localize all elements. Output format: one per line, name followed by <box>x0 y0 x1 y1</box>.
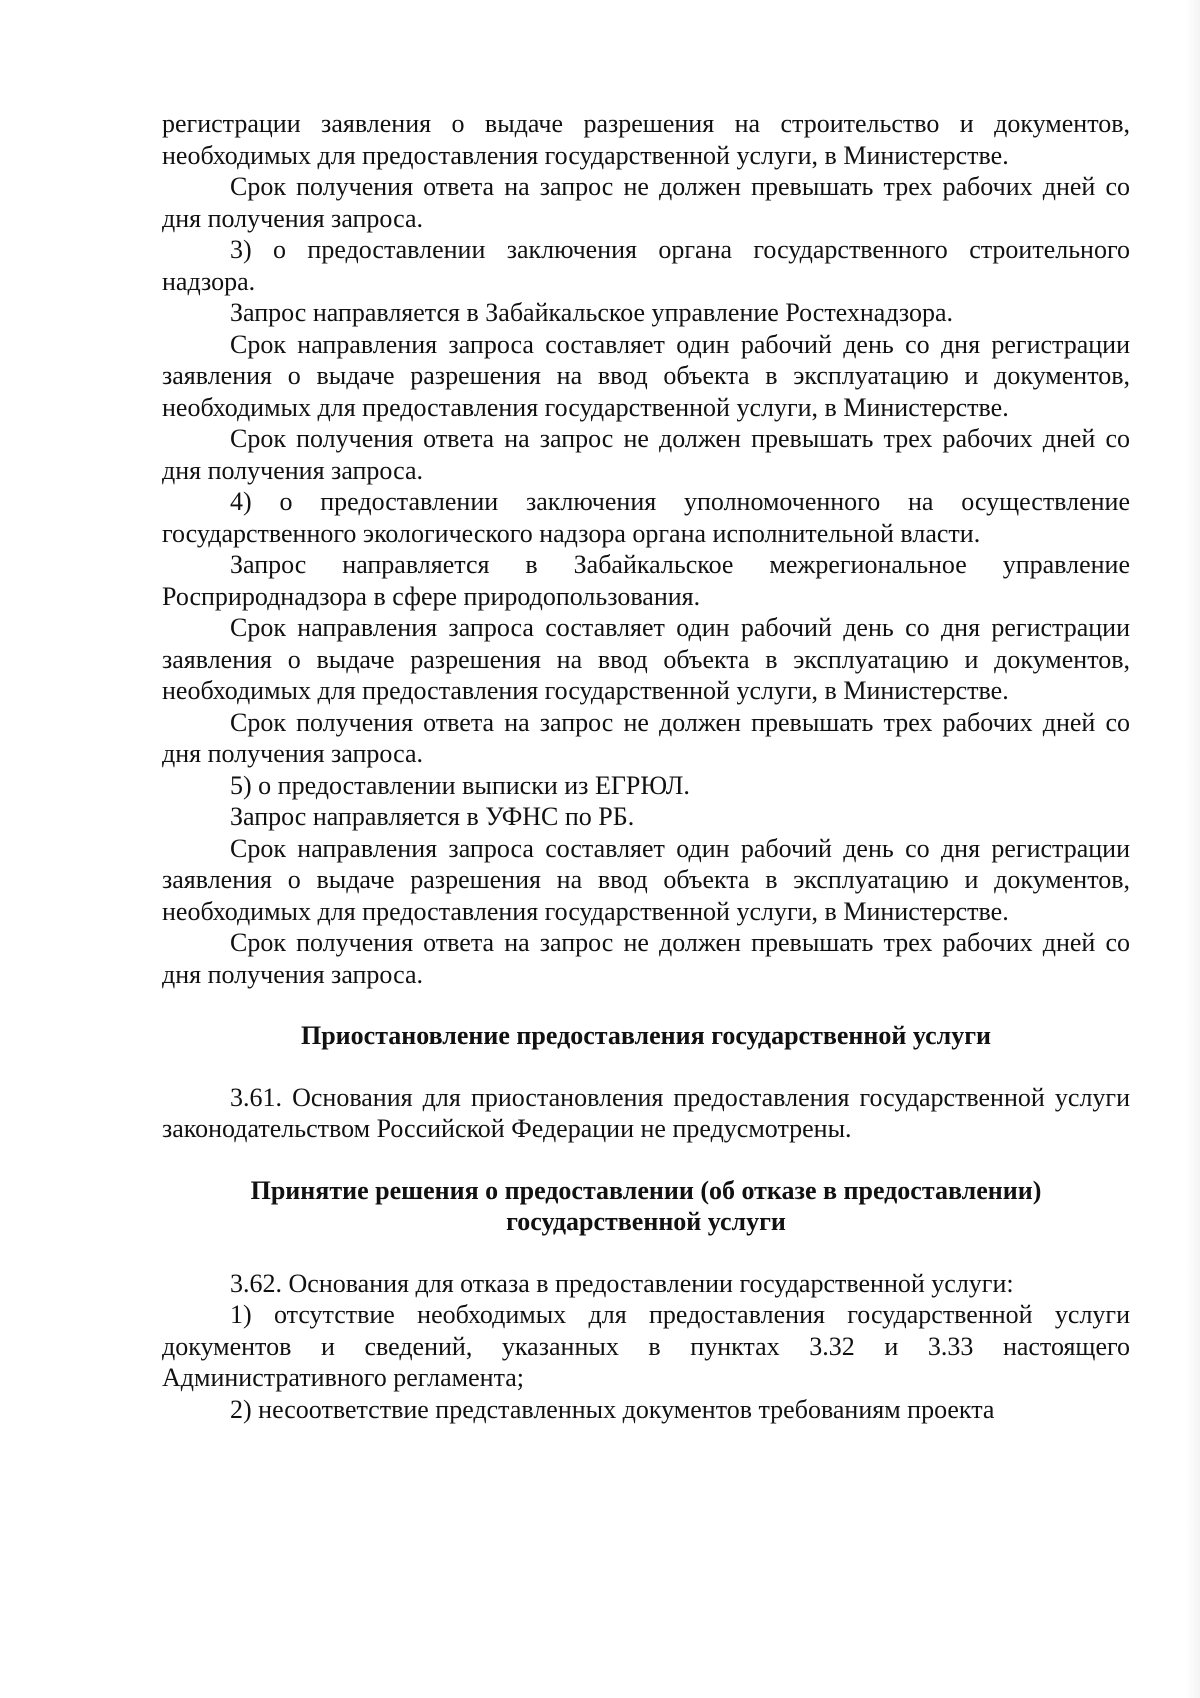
paragraph: Запрос направляется в УФНС по РБ. <box>230 802 635 831</box>
section-heading-decision-line2: государственной услуги <box>506 1207 786 1236</box>
paragraph: Срок направления запроса составляет один рабочий день со дня регистрации заявления о выдаче разрешения на ввод объекта в эксплуатацию и документов, необходимых для предоставления государственной услуги, в Министерстве. <box>162 329 1130 422</box>
section-heading-decision <box>162 1175 1130 1238</box>
paragraph: Срок получения ответа на запрос не должен превышать трех рабочих дней со дня получения запроса. <box>162 928 1130 989</box>
paragraph: Срок получения ответа на запрос не должен превышать трех рабочих дней со дня получения запроса. <box>162 424 1130 485</box>
paragraph: Срок направления запроса составляет один рабочий день со дня регистрации заявления о выдаче разрешения на ввод объекта в эксплуатацию и документов, необходимых для предоставления государственной услуги, в Министерстве. <box>162 613 1130 705</box>
paragraph-3-61: 3.61. Основания для приостановления предоставления государственной услуги законодательством Российской Федерации не предусмотрены. <box>162 1082 1130 1143</box>
paragraph: 4) о предоставлении заключения уполномоченного на осуществление государственного экологического надзора органа исполнительной власти. <box>162 487 1130 548</box>
paragraph: Срок получения ответа на запрос не должен превышать трех рабочих дней со дня получения запроса. <box>162 707 1130 768</box>
paragraph: Срок получения ответа на запрос не должен превышать трех рабочих дней со дня получения запроса. <box>162 172 1130 233</box>
section-heading-suspension: Приостановление предоставления государственной услуги <box>300 1021 991 1050</box>
paragraph: 3) о предоставлении заключения органа государственного строительного надзора. <box>162 235 1130 296</box>
paragraph: Запрос направляется в Забайкальское межрегиональное управление Росприроднадзора в сфере природопользования. <box>162 550 1130 611</box>
paragraph: Срок направления запроса составляет один рабочий день со дня регистрации заявления о выдаче разрешения на ввод объекта в эксплуатацию и документов, необходимых для предоставления государственной услуги, в Министерстве. <box>162 833 1130 926</box>
document-body <box>162 108 1130 1425</box>
paragraph: 5) о предоставлении выписки из ЕГРЮЛ. <box>230 770 690 800</box>
paragraph: регистрации заявления о выдаче разрешения на строительство и документов, необходимых для предоставления государственной услуги, в Министерстве. <box>162 109 1130 170</box>
section-heading-decision-line1: Принятие решения о предоставлении (об отказе в предоставлении) <box>250 1175 1042 1205</box>
scan-edge <box>1186 0 1200 1698</box>
paragraph-3-62: 3.62. Основания для отказа в предоставлении государственной услуги: <box>230 1268 1014 1298</box>
paragraph: Запрос направляется в Забайкальское управление Ростехнадзора. <box>230 298 954 327</box>
paragraph: 2) несоответствие представленных документов требованиям проекта <box>230 1394 995 1424</box>
paragraph: 1) отсутствие необходимых для предоставления государственной услуги документов и сведений, указанных в пунктах 3.32 и 3.33 настоящего Административного регламента; <box>162 1300 1130 1392</box>
